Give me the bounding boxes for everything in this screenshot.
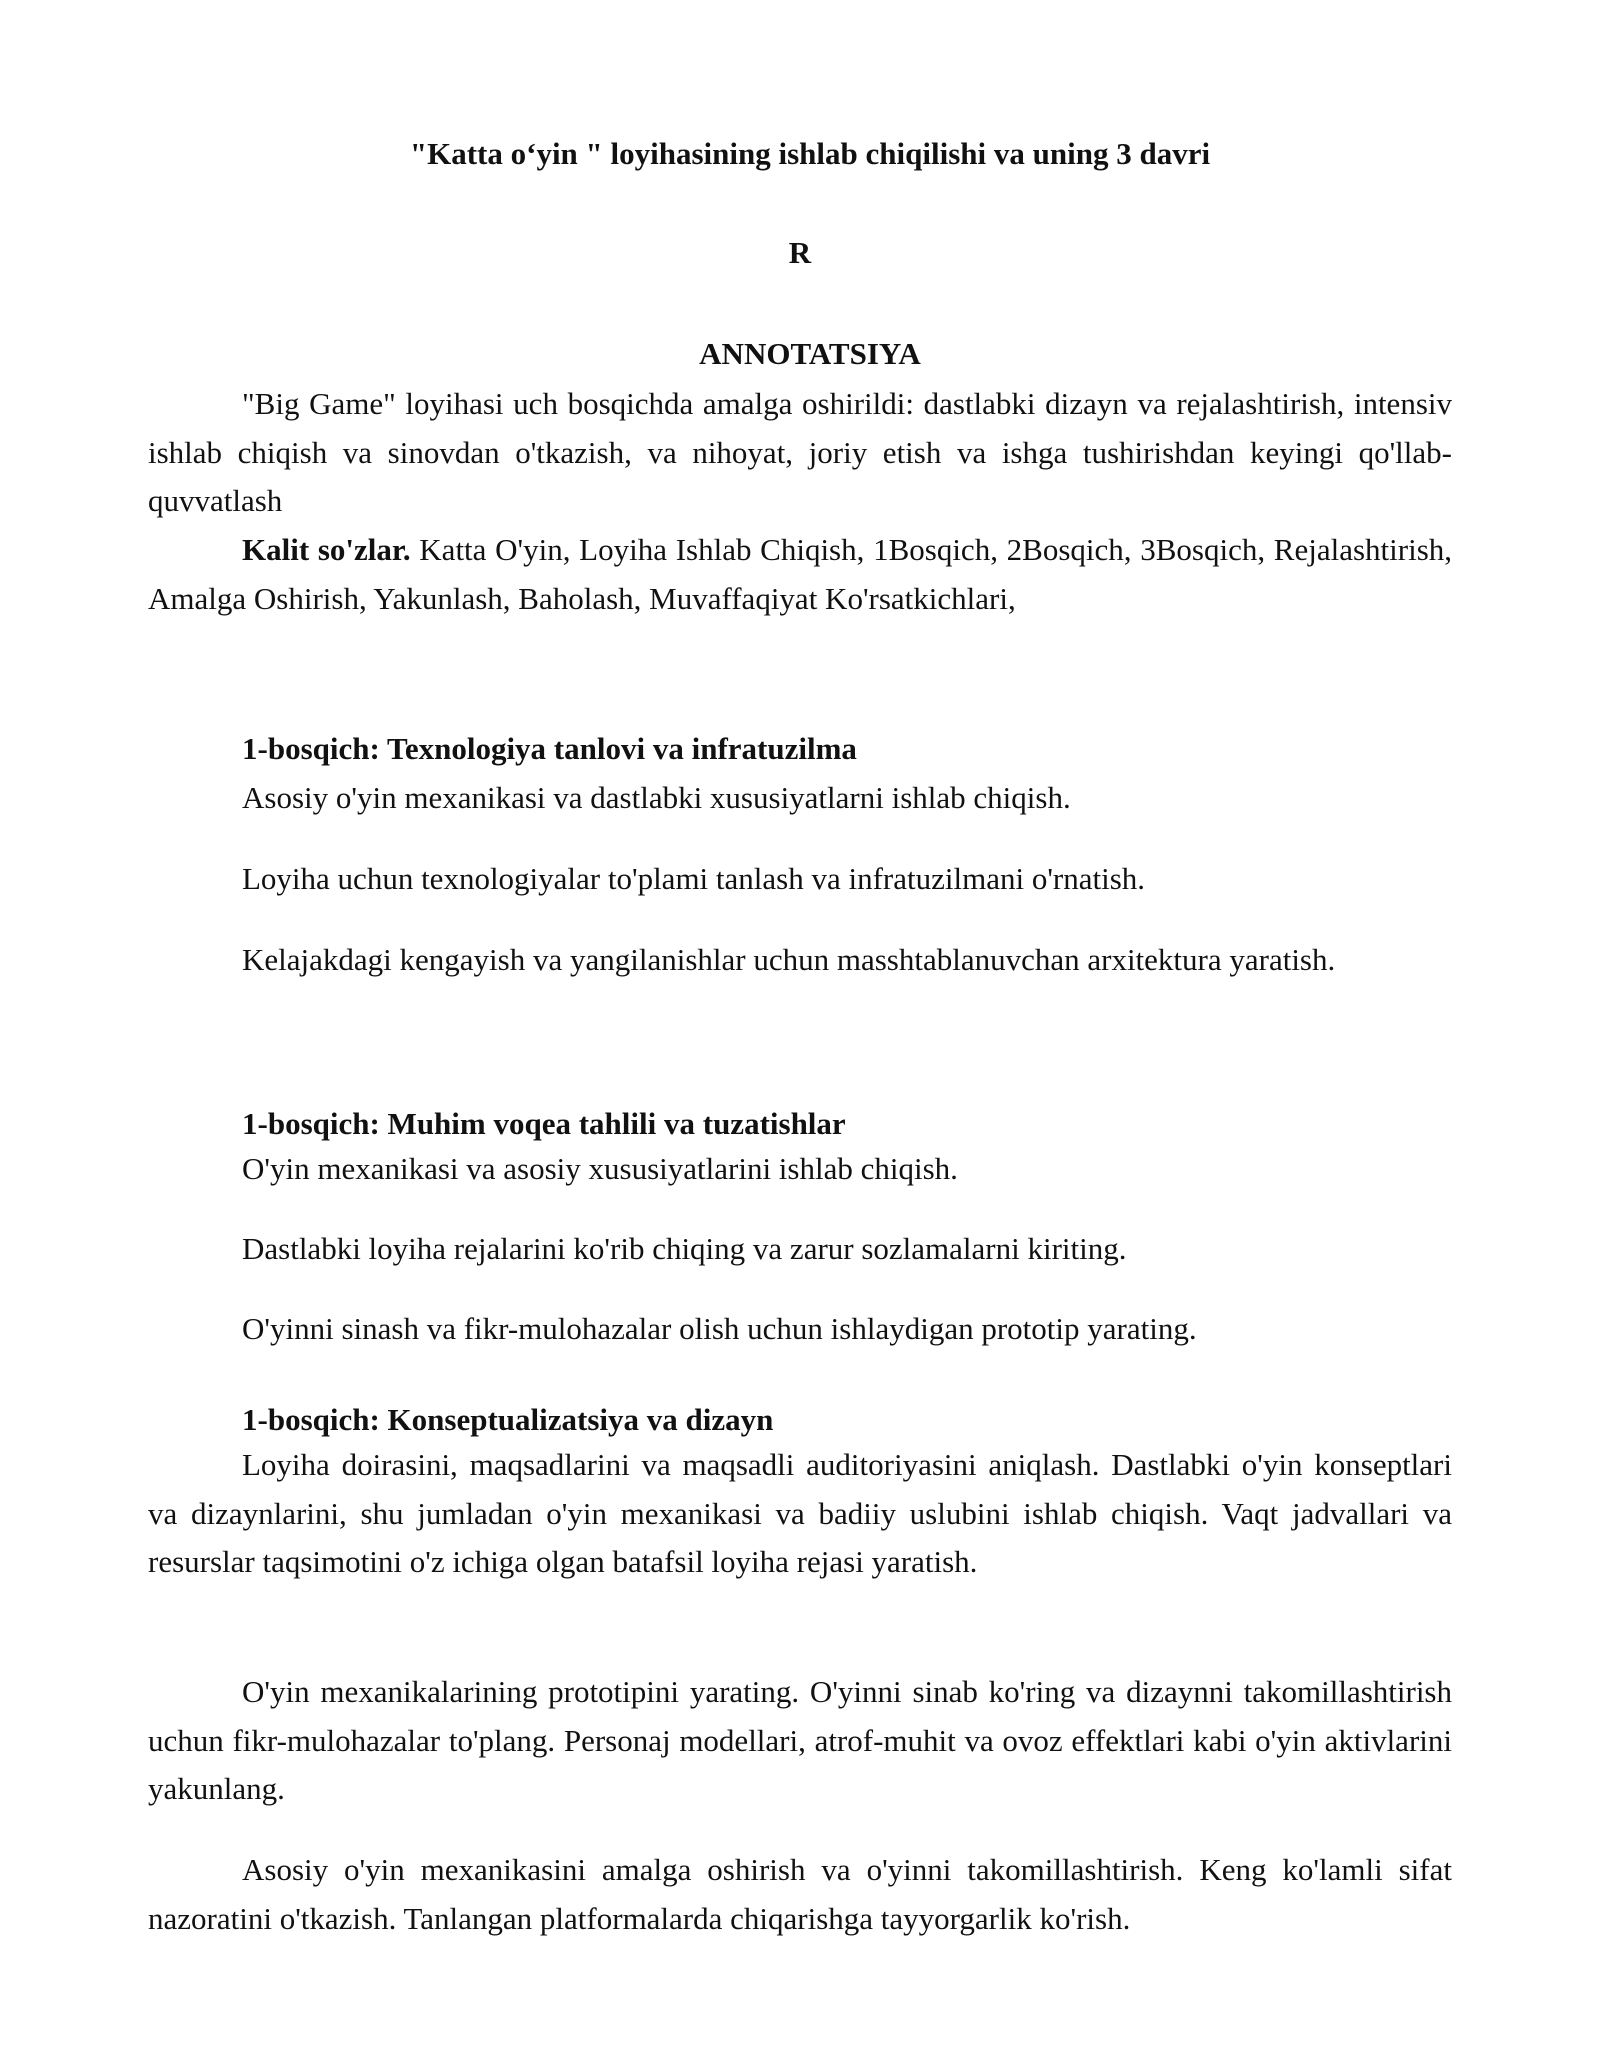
section-heading: 1-bosqich: Muhim voqea tahlili va tuzatishlar — [242, 1106, 846, 1141]
section-paragraph: O'yinni sinash va fikr-mulohazalar olish uchun ishlaydigan prototip yarating. — [242, 1311, 1197, 1346]
section-paragraph: Kelajakdagi kengayish va yangilanishlar uchun masshtablanuvchan arxitektura yaratish. — [242, 942, 1336, 977]
keywords-label: Kalit so'zlar. — [242, 532, 411, 567]
section-paragraph: Asosiy o'yin mexanikasi va dastlabki xususiyatlarni ishlab chiqish. — [242, 780, 1071, 815]
keywords-text: Katta O'yin, Loyiha Ishlab Chiqish, 1Bosqich, 2Bosqich, 3Bosqich, Rejalashtirish, Amalga Oshirish, Yakunlash, Baholash, Muvaffaqiyat Ko'rsatkichlari, — [148, 532, 1453, 616]
section-paragraph: Loyiha doirasini, maqsadlarini va maqsadli auditoriyasini aniqlash. Dastlabki o'yin konseptlari va dizaynlarini, shu jumladan o'yin mexanikasi va badiiy uslubini ishlab chiqish. Vaqt jadvallari va resurslar taqsimotini o'z ichiga olgan batafsil loyiha rejasi yaratish. — [148, 1447, 1452, 1579]
section-paragraph: Loyiha uchun texnologiyalar to'plami tanlash va infratuzilmani o'rnatish. — [242, 861, 1146, 896]
section-heading: 1-bosqich: Konseptualizatsiya va dizayn — [242, 1402, 774, 1437]
document-title: "Katta o‘yin " loyihasining ishlab chiqilishi va uning 3 davri — [409, 136, 1211, 171]
author-initial: R — [788, 235, 812, 270]
section-paragraph: Dastlabki loyiha rejalarini ko'rib chiqing va zarur sozlamalarni kiriting. — [242, 1231, 1127, 1266]
section-paragraph: O'yin mexanikasi va asosiy xususiyatlarini ishlab chiqish. — [242, 1151, 958, 1186]
annotation-heading: ANNOTATSIYA — [699, 336, 921, 371]
annotation-paragraph: "Big Game" loyihasi uch bosqichda amalga oshirildi: dastlabki dizayn va rejalashtirish, intensiv ishlab chiqish va sinovdan o'tkazish, va nihoyat, joriy etish va ishga tushirishdan keyingi qo'llab-quvvatlash — [148, 386, 1452, 518]
section-heading: 1-bosqich: Texnologiya tanlovi va infratuzilma — [242, 731, 857, 766]
section-paragraph: O'yin mexanikalarining prototipini yarating. O'yinni sinab ko'ring va dizaynni takomillashtirish uchun fikr-mulohazalar to'plang. Personaj modellari, atrof-muhit va ovoz effektlari kabi o'yin aktivlarini yakunlang. — [148, 1674, 1452, 1806]
keywords-paragraph — [148, 526, 1452, 623]
section-paragraph: Asosiy o'yin mexanikasini amalga oshirish va o'yinni takomillashtirish. Keng ko'lamli sifat nazoratini o'tkazish. Tanlangan platformalarda chiqarishga tayyorgarlik ko'rish. — [148, 1852, 1452, 1936]
